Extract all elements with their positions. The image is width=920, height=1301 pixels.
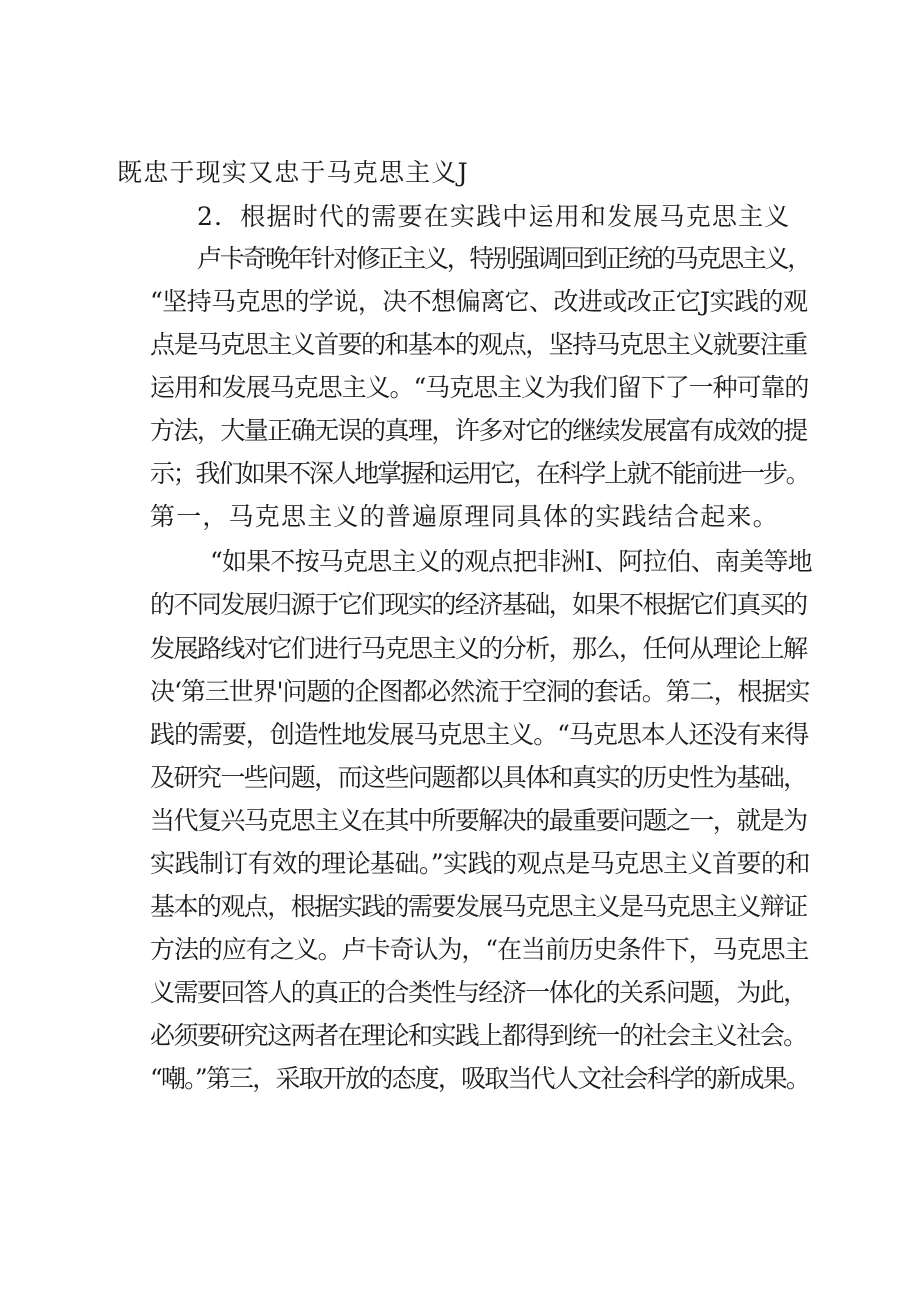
text-line: “嘲。”第三，采取开放的态度，吸取当代人文社会科学的新成果。 <box>150 1064 810 1093</box>
text-line: 既忠于现实又忠于马克思主义J <box>117 158 469 187</box>
text-line: 决‘第三世界'问题的企图都必然流于空洞的套话。第二，根据实 <box>150 677 810 706</box>
text-line: 方法，大量正确无误的真理，许多对它的继续发展富有成效的提 <box>150 416 807 445</box>
text-line: “如果不按马克思主义的观点把非洲I、阿拉伯、南美等地 <box>210 547 812 576</box>
text-line: 实践制订有效的理论基础。”实践的观点是马克思主义首要的和 <box>150 849 810 878</box>
text-line: 卢卡奇晚年针对修正主义，特别强调回到正统的马克思主义， <box>197 244 810 273</box>
text-line: 践的需要，创造性地发展马克思主义。“马克思本人还没有来得 <box>150 720 809 749</box>
section-heading: 2．根据时代的需要在实践中运用和发展马克思主义 <box>197 202 791 231</box>
text-line: 点是马克思主义首要的和基本的观点，坚持马克思主义就要注重 <box>150 330 807 359</box>
text-line: 第一，马克思主义的普遍原理同具体的实践结合起来。 <box>150 502 779 531</box>
text-line: 当代复兴马克思主义在其中所要解决的最重要问题之一，就是为 <box>150 806 807 835</box>
text-line: 基本的观点，根据实践的需要发展马克思主义是马克思主义辩证 <box>150 892 807 921</box>
text-line: 义需要回答人的真正的合类性与经济一体化的关系问题，为此， <box>150 978 807 1007</box>
text-line: “坚持马克思的学说，决不想偏离它、改进或改正它J实践的观 <box>150 287 808 316</box>
text-line: 示；我们如果不深人地掌握和运用它，在科学上就不能前进一步。 <box>150 459 809 488</box>
text-line: 的不同发展归源于它们现实的经济基础，如果不根据它们真买的 <box>150 590 807 619</box>
text-line: 发展路线对它们进行马克思主义的分析，那么，任何从理论上解 <box>150 634 807 663</box>
text-line: 运用和发展马克思主义。“马克思主义为我们留下了一种可靠的 <box>150 373 809 402</box>
text-line: 方法的应有之义。卢卡奇认为，“在当前历史条件下，马克思主 <box>150 935 809 964</box>
text-line: 必须要研究这两者在理论和实践上都得到统一的社会主义社会。 <box>150 1021 807 1050</box>
text-line: 及研究一些问题，而这些问题都以具体和真实的历史性为基础， <box>150 763 807 792</box>
